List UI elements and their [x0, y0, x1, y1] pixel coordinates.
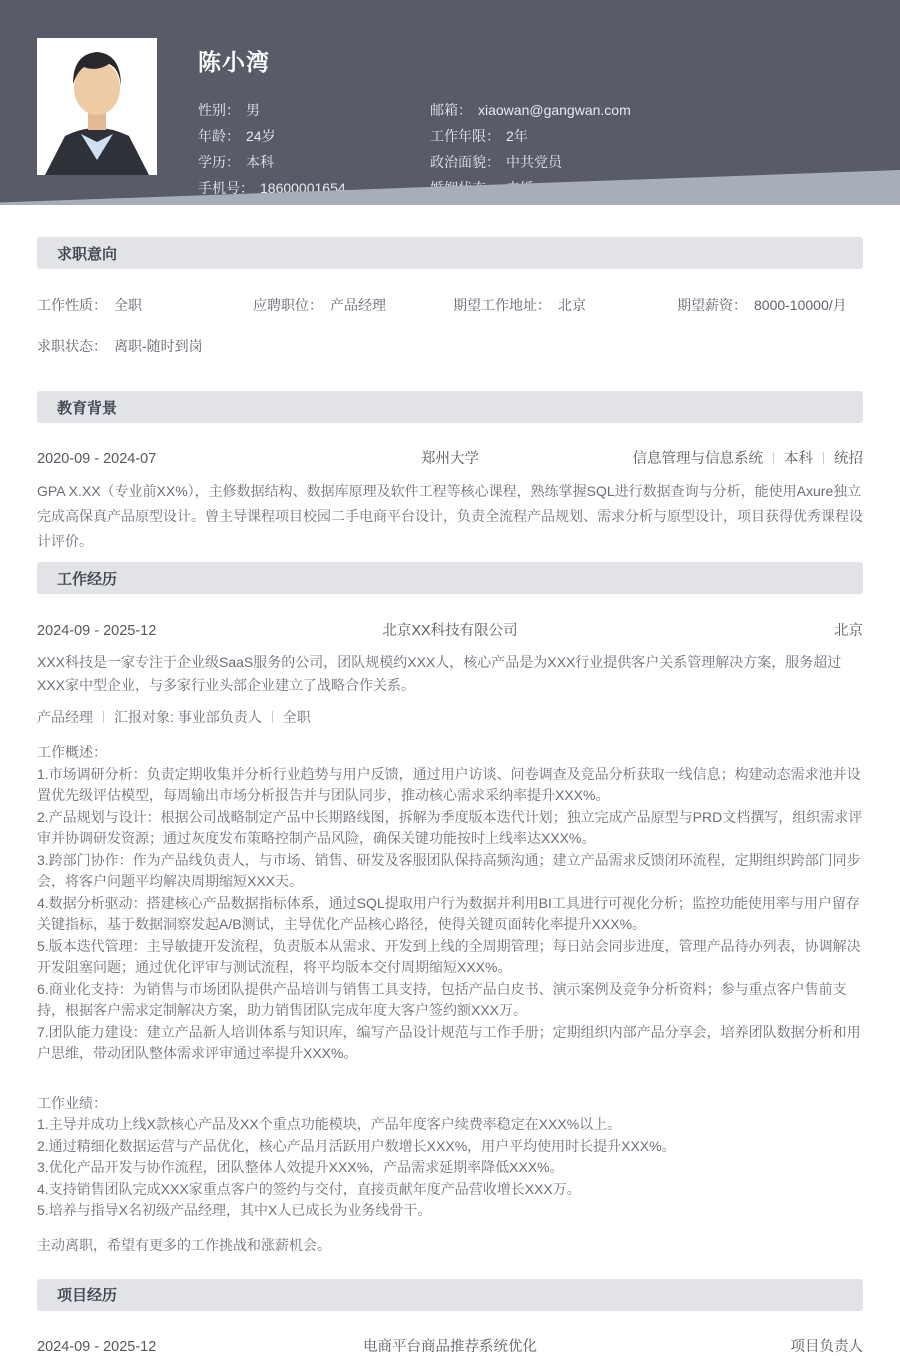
section-header-job-intention [37, 237, 863, 269]
work-job-type: 全职 [282, 709, 311, 725]
divider [773, 452, 774, 464]
intent-position [253, 295, 453, 315]
info-label: 工作年限： [430, 128, 500, 144]
divider [103, 711, 104, 723]
work-overview-title: 工作概述： [37, 744, 107, 760]
field-value: 8000-10000/月 [754, 297, 847, 313]
intent-salary [677, 295, 863, 315]
info-label: 邮箱： [430, 102, 472, 118]
project-row [37, 1335, 863, 1356]
info-label: 年龄： [198, 128, 240, 144]
work-achievement-item: 2.通过精细化数据运营与产品优化，核心产品月活跃用户数增长XXX%，用户平均使用时长提升XXX%。 [37, 1137, 676, 1154]
profile-photo [37, 38, 157, 175]
project-name: 电商平台商品推荐系统优化 [363, 1338, 537, 1355]
field-value: 离职-随时到岗 [114, 338, 203, 354]
field-label: 工作性质： [37, 297, 107, 313]
work-overview-item: 1.市场调研分析：负责定期收集并分析行业趋势与用户反馈，通过用户访谈、问卷调查及竞品分析获取一线信息；构建动态需求池并设置优先级评估模型，每周输出市场分析报告并与团队同步，推动核心需求采纳率提升XXX%。 [37, 765, 861, 803]
info-degree [198, 152, 430, 172]
section-header-education [37, 391, 863, 423]
field-value: 产品经理 [330, 297, 386, 313]
info-label: 政治面貌： [430, 154, 500, 170]
info-value: 18600001654 [260, 180, 346, 196]
field-label: 求职状态： [37, 338, 107, 354]
resume-header [0, 0, 900, 205]
work-achievement-item: 5.培养与指导X名初级产品经理，其中X人已成长为业务线骨干。 [37, 1202, 432, 1218]
info-label: 性别： [198, 102, 240, 118]
section-header-project-experience [37, 1279, 863, 1311]
leaving-reason: 主动离职，希望有更多的工作挑战和涨薪机会。 [37, 1236, 331, 1253]
education-period: 2020-09 - 2024-07 [37, 451, 157, 467]
work-period: 2024-09 - 2025-12 [37, 623, 157, 639]
resume-body [0, 237, 900, 1356]
info-age [198, 126, 430, 146]
info-value: 24岁 [246, 128, 276, 144]
profile-photo-illustration [37, 38, 157, 175]
work-company: 北京XX科技有限公司 [382, 623, 518, 639]
work-achievements-title: 工作业绩： [37, 1094, 107, 1111]
field-label: 应聘职位： [253, 297, 323, 313]
field-label: 期望薪资： [677, 297, 747, 313]
section-title: 工作经历 [57, 570, 118, 588]
education-meta [633, 447, 864, 468]
section-header-work-experience [37, 562, 863, 594]
work-overview-item: 7.团队能力建设：建立产品新人培训体系与知识库，编写产品设计规范与工作手册；定期组织内部产品分享会，培养团队数据分析和用户思维，带动团队整体需求评审通过率提升XXX%。 [37, 1023, 861, 1061]
section-title: 求职意向 [57, 245, 118, 263]
intent-location [453, 295, 677, 315]
work-overview-item: 5.版本迭代管理：主导敏捷开发流程，负责版本从需求、开发到上线的全周期管理；每日站会同步进度，管理产品待办列表，协调解决开发阻塞问题；通过优化评审与测试流程，将平均版本交付周期缩短XXX%。 [37, 937, 861, 975]
education-degree: 本科 [784, 451, 813, 467]
info-label: 手机号： [198, 180, 254, 196]
work-achievement-item: 3.优化产品开发与协作流程，团队整体人效提升XXX%，产品需求延期率降低XXX%。 [37, 1159, 564, 1175]
info-value: 本科 [246, 154, 274, 170]
education-description: GPA X.XX（专业前XX%），主修数据结构、数据库原理及软件工程等核心课程，熟练掌握SQL进行数据查询与分析，能使用Axure独立完成高保真产品原型设计。曾主导课程项目校园二手电商平台设计，负责全流程产品规划、需求分析与原型设计，项目获得优秀课程设计评价。 [37, 483, 863, 549]
info-gender [198, 100, 430, 120]
info-political-status [430, 152, 860, 172]
info-value: 中共党员 [506, 154, 562, 170]
work-achievement-item: 4.支持销售团队完成XXX家重点客户的签约与交付，直接贡献年度产品营收增长XXX万。 [37, 1180, 581, 1197]
field-value: 全职 [114, 297, 142, 313]
info-value: 2年 [506, 128, 528, 144]
section-title: 教育背景 [57, 399, 118, 417]
work-role-line [37, 707, 863, 727]
education-school: 郑州大学 [421, 451, 479, 467]
work-overview-item: 6.商业化支持：为销售与市场团队提供产品培训与销售工具支持，包括产品白皮书、演示案例及竞争分析资料；参与重点客户售前支持，根据客户需求定制解决方案，助力销售团队完成年度大客户签约额XXX万。 [37, 980, 847, 1018]
field-value: 北京 [558, 297, 586, 313]
work-achievements [37, 1093, 863, 1222]
intent-status [37, 336, 253, 356]
info-work-years [430, 126, 860, 146]
work-overview [37, 742, 863, 1065]
intent-job-nature [37, 295, 253, 315]
work-position: 产品经理 [37, 709, 93, 725]
education-major: 信息管理与信息系统 [632, 451, 763, 467]
education-enrollment: 统招 [834, 451, 863, 467]
project-period: 2024-09 - 2025-12 [37, 1338, 157, 1355]
work-achievement-item: 1.主导并成功上线X款核心产品及XX个重点功能模块，产品年度客户续费率稳定在XXX%以上。 [37, 1116, 622, 1132]
education-row [37, 447, 863, 468]
info-value: xiaowan@gangwan.com [478, 102, 631, 118]
candidate-name: 陈小湾 [198, 49, 270, 75]
info-label: 学历： [198, 154, 240, 170]
work-experience-row [37, 619, 863, 640]
work-overview-item: 4.数据分析驱动：搭建核心产品数据指标体系，通过SQL提取用户行为数据并利用BI工具进行可视化分析；监控功能使用率与用户留存关键指标，基于数据洞察发起A/B测试，主导优化产品核心路径，使得关键页面转化率提升XXX%。 [37, 894, 860, 932]
divider [823, 452, 824, 464]
section-title: 项目经历 [57, 1287, 118, 1304]
work-report-to: 汇报对象: 事业部负责人 [114, 709, 262, 725]
field-label: 期望工作地址： [453, 297, 551, 313]
job-intention-fields [37, 295, 863, 356]
company-introduction: XXX科技是一家专注于企业级SaaS服务的公司，团队规模约XXX人，核心产品是为XXX行业提供客户关系管理解决方案，服务超过XXX家中型企业，与多家行业头部企业建立了战略合作关系。 [37, 654, 842, 693]
work-overview-item: 2.产品规划与设计：根据公司战略制定产品中长期路线图，拆解为季度版本迭代计划；独立完成产品原型与PRD文档撰写，组织需求评审并协调研发资源；通过灰度发布策略控制产品风险，确保关键功能按时上线率达XXX%。 [37, 808, 863, 846]
work-location: 北京 [834, 623, 863, 639]
work-overview-item: 3.跨部门协作：作为产品线负责人，与市场、销售、研发及客服团队保持高频沟通；建立产品需求反馈闭环流程，定期组织跨部门同步会，将客户问题平均解决周期缩短XXX天。 [37, 851, 861, 889]
info-value: 男 [246, 102, 260, 118]
project-role: 项目负责人 [790, 1338, 863, 1355]
divider [272, 711, 273, 723]
info-email [430, 100, 860, 120]
